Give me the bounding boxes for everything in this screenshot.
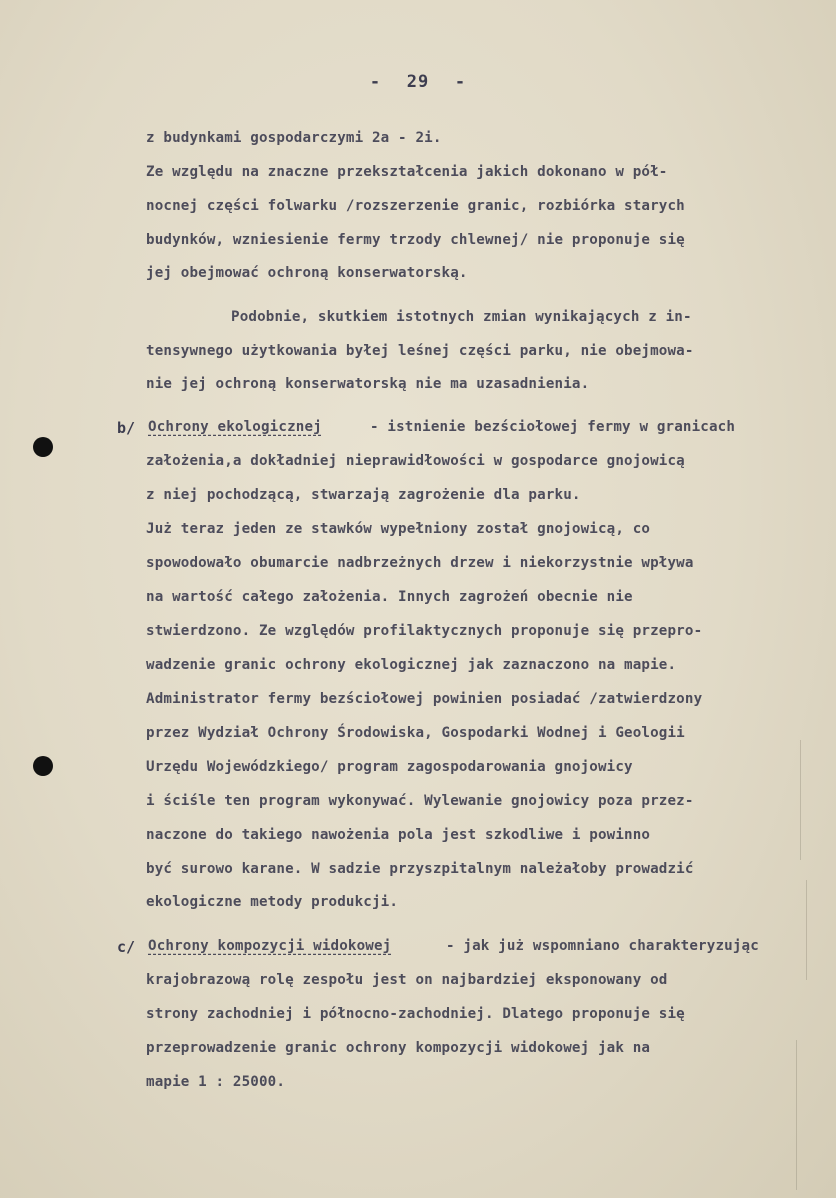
text-line: - istnienie bezściołowej fermy w granicach <box>370 419 736 435</box>
text-line: tensywnego użytkowania byłej leśnej części parku, nie obejmowa- <box>146 343 694 359</box>
text-line: budynków, wzniesienie fermy trzody chlewnej/ nie proponuje się <box>146 232 685 248</box>
page-number-header: - 29 - <box>369 72 467 92</box>
text-line: stwierdzono. Ze względów profilaktycznych proponuje się przepro- <box>146 623 703 639</box>
text-line: - jak już wspomniano charakteryzując <box>446 938 759 954</box>
text-line: Ze względu na znaczne przekształcenia jakich dokonano w pół- <box>146 164 668 180</box>
punch-hole-lower <box>33 756 53 776</box>
paper-crease <box>800 740 801 860</box>
text-line: przeprowadzenie granic ochrony kompozycji widokowej jak na <box>146 1040 651 1056</box>
text-line: strony zachodniej i północno-zachodniej. Dlatego proponuje się <box>146 1006 685 1022</box>
text-line: Już teraz jeden ze stawków wypełniony został gnojowicą, co <box>146 521 651 537</box>
text-line: krajobrazową rolę zespołu jest on najbardziej eksponowany od <box>146 972 668 988</box>
text-line: z niej pochodzącą, stwarzają zagrożenie dla parku. <box>146 487 581 503</box>
text-line: założenia,a dokładniej nieprawidłowości w gospodarce gnojowicą <box>146 453 685 469</box>
text-line: Urzędu Wojewódzkiego/ program zagospodarowania gnojowicy <box>146 759 633 775</box>
text-line: Administrator fermy bezściołowej powinien posiadać /zatwierdzony <box>146 691 703 707</box>
section-c-marker: c/ <box>117 938 136 956</box>
text-line: być surowo karane. W sadzie przyszpitalnym należałoby prowadzić <box>146 861 694 877</box>
text-line: ekologiczne metody produkcji. <box>146 894 399 910</box>
text-line: jej obejmować ochroną konserwatorską. <box>146 265 468 281</box>
text-line: Podobnie, skutkiem istotnych zmian wynikających z in- <box>231 309 692 325</box>
text-line: i ściśle ten program wykonywać. Wylewanie gnojowicy poza przez- <box>146 793 694 809</box>
text-line: z budynkami gospodarczymi 2a - 2i. <box>146 130 442 146</box>
page-number: 29 <box>406 72 430 92</box>
text-line: spowodowało obumarcie nadbrzeżnych drzew i niekorzystnie wpływa <box>146 555 694 571</box>
punch-hole-upper <box>33 437 53 457</box>
text-line: naczone do takiego nawożenia pola jest szkodliwe i powinno <box>146 827 651 843</box>
paper-crease <box>806 880 807 980</box>
text-line: mapie 1 : 25000. <box>146 1074 286 1090</box>
section-b-marker: b/ <box>117 419 136 437</box>
paper-crease <box>796 1040 797 1190</box>
text-line: nocnej części folwarku /rozszerzenie granic, rozbiórka starych <box>146 198 685 214</box>
section-c-heading: Ochrony kompozycji widokowej <box>148 938 392 954</box>
text-line: na wartość całego założenia. Innych zagrożeń obecnie nie <box>146 589 633 605</box>
text-line: przez Wydział Ochrony Środowiska, Gospodarki Wodnej i Geologii <box>146 725 685 741</box>
text-line: wadzenie granic ochrony ekologicznej jak zaznaczono na mapie. <box>146 657 677 673</box>
text-line: nie jej ochroną konserwatorską nie ma uzasadnienia. <box>146 376 590 392</box>
section-b-heading: Ochrony ekologicznej <box>148 419 322 435</box>
